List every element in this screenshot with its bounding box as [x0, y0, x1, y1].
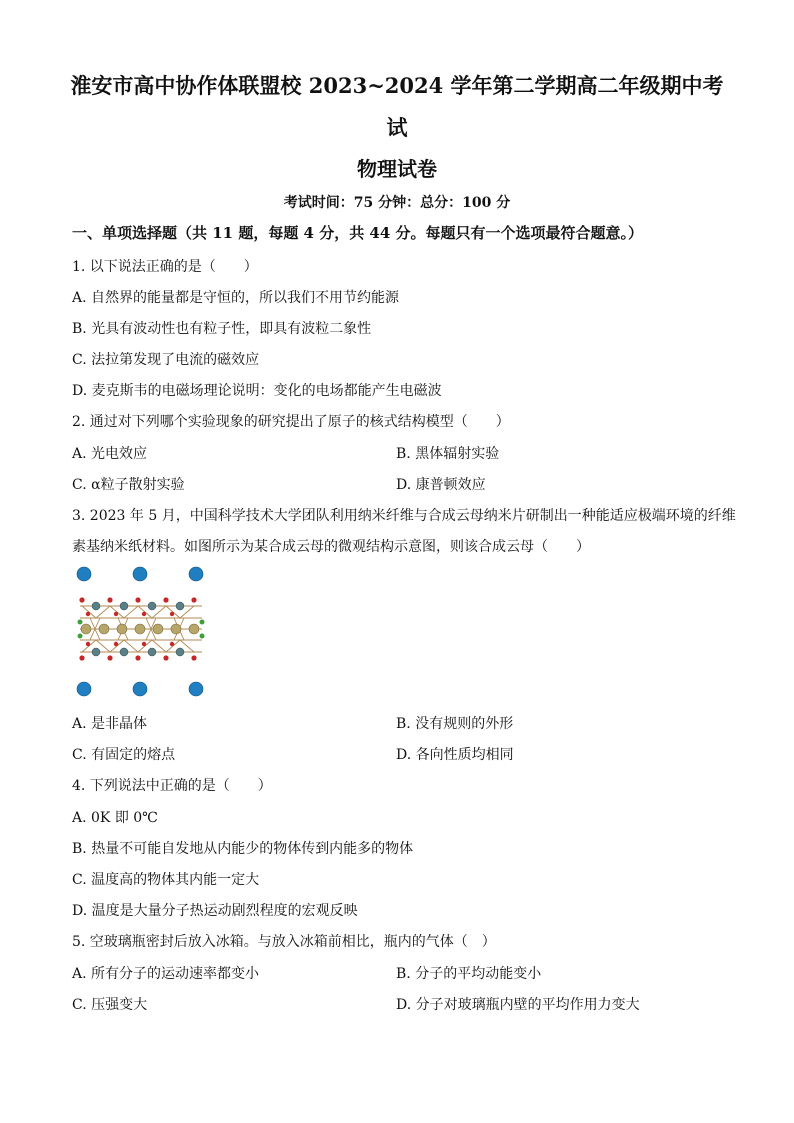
question-2-option-d: D. 康普顿效应 [396, 477, 486, 493]
section-heading: 一、单项选择题（共 11 题，每题 4 分，共 44 分。每题只有一个选项最符合题意。） [72, 224, 644, 242]
question-1-option-a: A. 自然界的能量都是守恒的，所以我们不用节约能源 [72, 290, 400, 306]
question-4-stem: 4. 下列说法中正确的是（ ） [72, 778, 272, 794]
question-4-option-c: C. 温度高的物体其内能一定大 [72, 872, 260, 888]
question-4-option-a: A. 0K 即 0℃ [72, 810, 158, 826]
question-5-option-b: B. 分子的平均动能变小 [396, 966, 542, 982]
question-4-option-d: D. 温度是大量分子热运动剧烈程度的宏观反映 [72, 903, 358, 919]
exam-title-line2: 试 [386, 115, 408, 140]
question-2-stem: 2. 通过对下列哪个实验现象的研究提出了原子的核式结构模型（ ） [72, 414, 510, 430]
question-5-option-a: A. 所有分子的运动速率都变小 [72, 966, 260, 982]
question-4-option-b: B. 热量不可能自发地从内能少的物体传到内能多的物体 [72, 841, 414, 857]
question-5-option-d: D. 分子对玻璃瓶内壁的平均作用力变大 [396, 997, 640, 1013]
question-1-option-b: B. 光具有波动性也有粒子性，即具有波粒二象性 [72, 321, 372, 337]
mica-structure-figure [72, 562, 210, 702]
subject-title: 物理试卷 [357, 157, 437, 181]
question-2-option-a: A. 光电效应 [72, 446, 148, 462]
question-5-option-c: C. 压强变大 [72, 997, 148, 1013]
question-3-stem-line1: 3. 2023 年 5 月，中国科学技术大学团队利用纳米纤维与合成云母纳米片研制出一种能适应极端环境的纤维 [72, 508, 736, 524]
question-3-stem-line2: 素基纳米纸材料。如图所示为某合成云母的微观结构示意图，则该合成云母（ ） [72, 539, 590, 555]
question-3-option-c: C. 有固定的熔点 [72, 747, 176, 763]
question-2-option-c: C. α粒子散射实验 [72, 477, 185, 493]
question-2-option-b: B. 黑体辐射实验 [396, 446, 500, 462]
question-1-stem: 1. 以下说法正确的是（ ） [72, 259, 258, 275]
question-5-stem: 5. 空玻璃瓶密封后放入冰箱。与放入冰箱前相比，瓶内的气体（ ） [72, 934, 496, 950]
question-1-option-d: D. 麦克斯韦的电磁场理论说明：变化的电场都能产生电磁波 [72, 383, 442, 399]
exam-title-line1: 淮安市高中协作体联盟校 2023~2024 学年第二学期高二年级期中考 [70, 73, 724, 98]
question-3-option-d: D. 各向性质均相同 [396, 747, 514, 763]
exam-info: 考试时间：75 分钟：总分：100 分 [283, 195, 511, 211]
question-1-option-c: C. 法拉第发现了电流的磁效应 [72, 352, 260, 368]
question-3-option-b: B. 没有规则的外形 [396, 716, 514, 732]
question-3-option-a: A. 是非晶体 [72, 716, 148, 732]
